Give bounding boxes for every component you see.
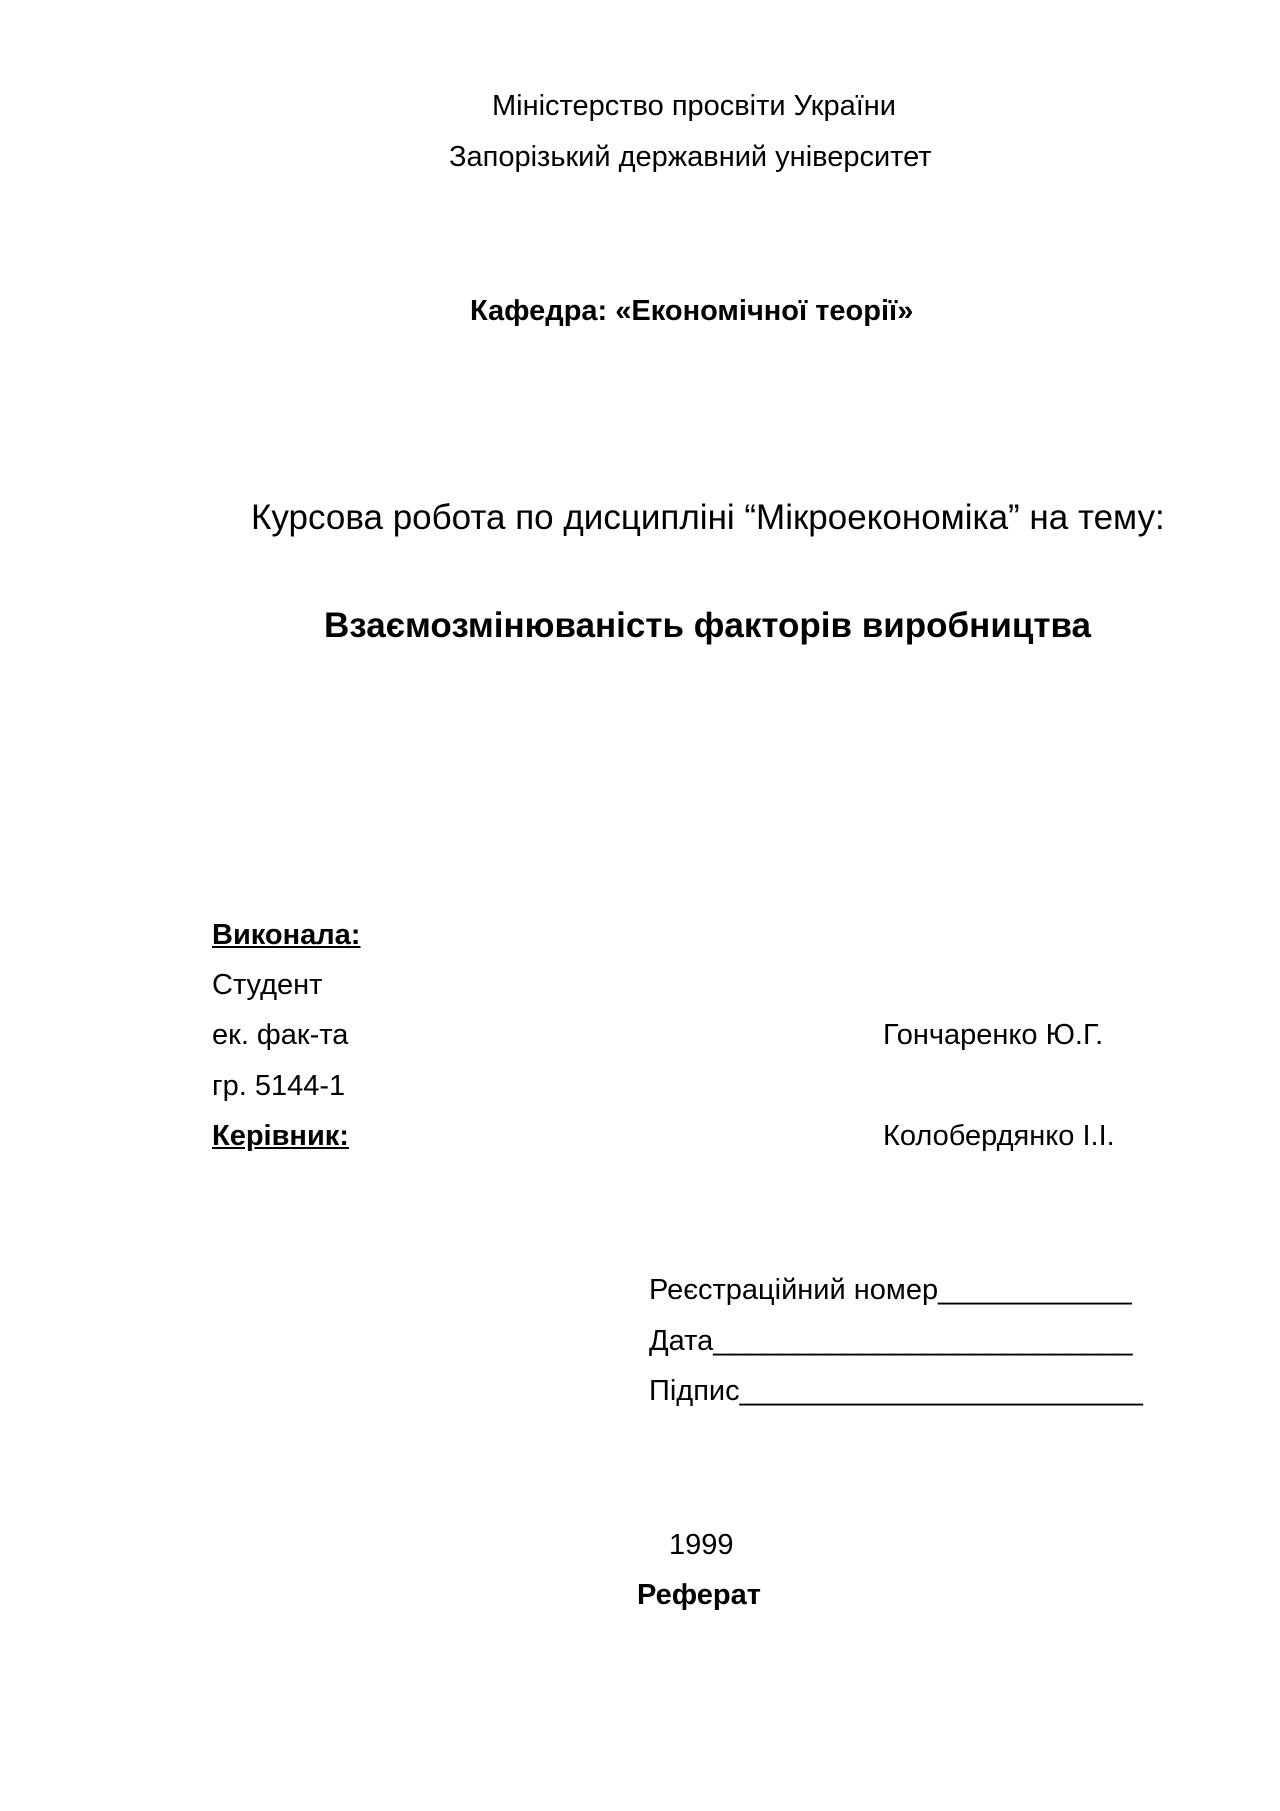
university-heading: Запорізький державний університет [449,141,932,173]
student-name: Гончаренко Ю.Г. [883,1019,1104,1051]
year: 1999 [669,1529,734,1561]
registration-number-field: Реєстраційний номер____________ [649,1274,1132,1306]
date-field: Дата__________________________ [649,1325,1133,1357]
student-label: Студент [212,969,323,1001]
topic-title: Взаємозмінюваність факторів виробництва [324,606,1092,645]
signature-field: Підпис_________________________ [649,1375,1143,1407]
referat-heading: Реферат [637,1579,761,1611]
department-heading: Кафедра: «Економічної теорії» [470,295,914,327]
performed-by-label: Виконала: [212,919,361,951]
faculty-label: ек. фак-та [212,1019,349,1051]
ministry-heading: Міністерство просвіти України [492,90,897,122]
group-label: гр. 5144-1 [212,1070,346,1102]
supervisor-label: Керівник: [212,1120,349,1152]
supervisor-name: Колобердянко І.І. [883,1120,1115,1152]
course-work-line: Курсова робота по дисципліні “Мікроекономіка” на тему: [251,498,1165,537]
